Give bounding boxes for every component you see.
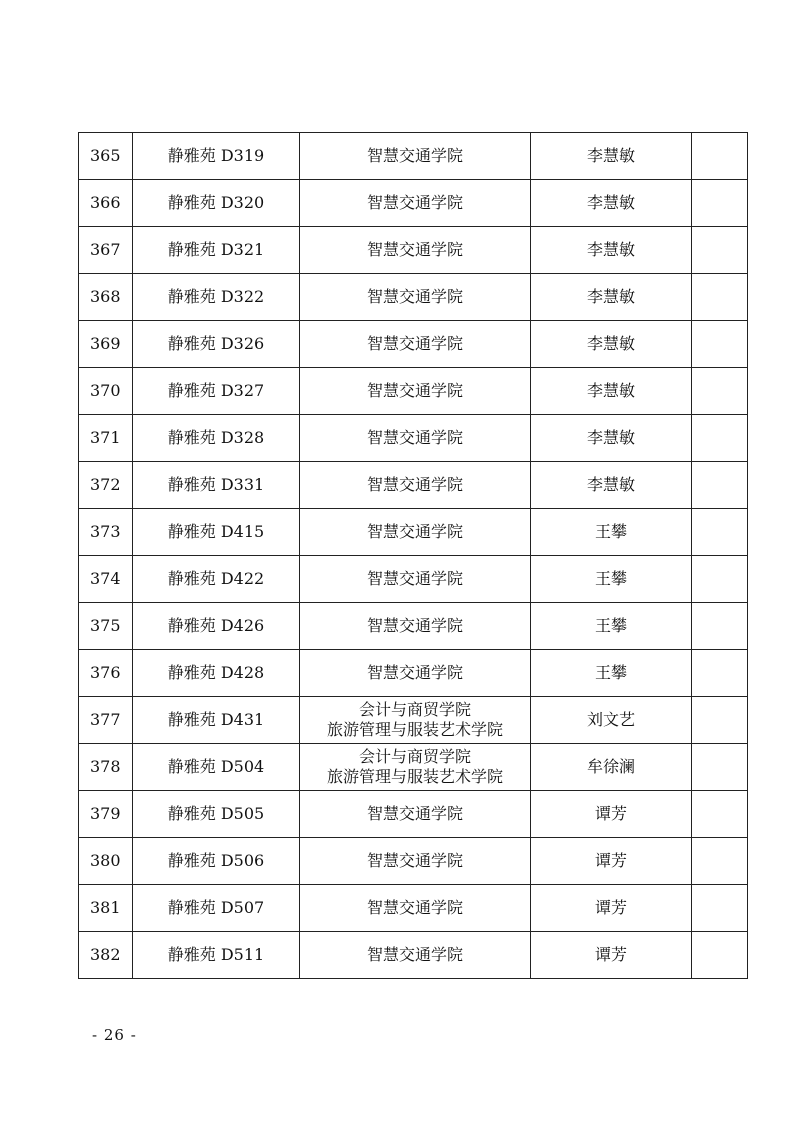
college-name: 智慧交通学院 <box>366 804 463 823</box>
note-cell <box>692 133 748 180</box>
row-number-cell: 377 <box>79 697 133 744</box>
college-name: 智慧交通学院 <box>366 475 463 494</box>
college-cell <box>300 650 531 697</box>
person-cell: 李慧敏 <box>531 180 692 227</box>
note-cell <box>692 603 748 650</box>
college-cell <box>300 932 531 979</box>
college-cell <box>300 556 531 603</box>
row-number-cell: 374 <box>79 556 133 603</box>
room-cell: 静雅苑 D326 <box>133 321 300 368</box>
table-row <box>79 650 748 697</box>
table-row <box>79 932 748 979</box>
table-row <box>79 885 748 932</box>
person-cell: 王攀 <box>531 509 692 556</box>
college-name: 旅游管理与服装艺术学院 <box>326 767 503 786</box>
note-cell <box>692 744 748 791</box>
room-cell: 静雅苑 D327 <box>133 368 300 415</box>
college-cell <box>300 415 531 462</box>
college-name: 智慧交通学院 <box>366 522 463 541</box>
college-name: 智慧交通学院 <box>366 663 463 682</box>
college-name: 智慧交通学院 <box>366 240 463 259</box>
college-cell <box>300 462 531 509</box>
page-number: - 26 - <box>92 1026 137 1044</box>
row-number-cell: 366 <box>79 180 133 227</box>
college-name: 智慧交通学院 <box>366 898 463 917</box>
table-row <box>79 509 748 556</box>
dormitory-table <box>78 132 748 979</box>
row-number-cell: 381 <box>79 885 133 932</box>
room-cell: 静雅苑 D511 <box>133 932 300 979</box>
row-number-cell: 371 <box>79 415 133 462</box>
person-cell: 李慧敏 <box>531 368 692 415</box>
table-body <box>79 133 748 979</box>
college-cell <box>300 274 531 321</box>
room-cell: 静雅苑 D319 <box>133 133 300 180</box>
college-name: 智慧交通学院 <box>366 428 463 447</box>
note-cell <box>692 650 748 697</box>
row-number-cell: 367 <box>79 227 133 274</box>
college-name: 智慧交通学院 <box>366 569 463 588</box>
room-cell: 静雅苑 D320 <box>133 180 300 227</box>
note-cell <box>692 838 748 885</box>
college-cell <box>300 791 531 838</box>
person-cell: 王攀 <box>531 650 692 697</box>
college-name: 旅游管理与服装艺术学院 <box>326 720 503 739</box>
room-cell: 静雅苑 D504 <box>133 744 300 791</box>
room-cell: 静雅苑 D431 <box>133 697 300 744</box>
row-number-cell: 375 <box>79 603 133 650</box>
note-cell <box>692 697 748 744</box>
room-cell: 静雅苑 D505 <box>133 791 300 838</box>
table-row <box>79 697 748 744</box>
person-cell: 谭芳 <box>531 838 692 885</box>
room-cell: 静雅苑 D506 <box>133 838 300 885</box>
college-cell <box>300 697 531 744</box>
row-number-cell: 376 <box>79 650 133 697</box>
person-cell: 谭芳 <box>531 885 692 932</box>
college-name: 智慧交通学院 <box>366 193 463 212</box>
row-number-cell: 370 <box>79 368 133 415</box>
note-cell <box>692 556 748 603</box>
person-cell: 李慧敏 <box>531 227 692 274</box>
college-cell <box>300 744 531 791</box>
table-row <box>79 133 748 180</box>
person-cell: 李慧敏 <box>531 415 692 462</box>
row-number-cell: 372 <box>79 462 133 509</box>
college-name: 智慧交通学院 <box>366 146 463 165</box>
room-cell: 静雅苑 D415 <box>133 509 300 556</box>
table-row <box>79 603 748 650</box>
table-row <box>79 462 748 509</box>
row-number-cell: 380 <box>79 838 133 885</box>
college-name: 智慧交通学院 <box>366 945 463 964</box>
row-number-cell: 379 <box>79 791 133 838</box>
table-row <box>79 227 748 274</box>
note-cell <box>692 885 748 932</box>
table-row <box>79 744 748 791</box>
note-cell <box>692 509 748 556</box>
note-cell <box>692 932 748 979</box>
table-row <box>79 556 748 603</box>
table-row <box>79 180 748 227</box>
note-cell <box>692 415 748 462</box>
room-cell: 静雅苑 D428 <box>133 650 300 697</box>
table-row <box>79 321 748 368</box>
room-cell: 静雅苑 D331 <box>133 462 300 509</box>
college-cell <box>300 509 531 556</box>
note-cell <box>692 227 748 274</box>
college-name: 智慧交通学院 <box>366 381 463 400</box>
row-number-cell: 369 <box>79 321 133 368</box>
room-cell: 静雅苑 D422 <box>133 556 300 603</box>
college-cell <box>300 321 531 368</box>
table-row <box>79 368 748 415</box>
college-cell <box>300 603 531 650</box>
table-row <box>79 838 748 885</box>
college-cell <box>300 885 531 932</box>
person-cell: 谭芳 <box>531 791 692 838</box>
room-cell: 静雅苑 D328 <box>133 415 300 462</box>
college-cell <box>300 133 531 180</box>
college-name: 智慧交通学院 <box>366 851 463 870</box>
college-name: 智慧交通学院 <box>366 334 463 353</box>
person-cell: 李慧敏 <box>531 462 692 509</box>
row-number-cell: 378 <box>79 744 133 791</box>
room-cell: 静雅苑 D322 <box>133 274 300 321</box>
table-row <box>79 415 748 462</box>
note-cell <box>692 274 748 321</box>
college-name: 智慧交通学院 <box>366 616 463 635</box>
note-cell <box>692 368 748 415</box>
room-cell: 静雅苑 D321 <box>133 227 300 274</box>
row-number-cell: 382 <box>79 932 133 979</box>
college-cell <box>300 838 531 885</box>
college-cell <box>300 227 531 274</box>
person-cell: 刘文艺 <box>531 697 692 744</box>
note-cell <box>692 791 748 838</box>
person-cell: 王攀 <box>531 603 692 650</box>
row-number-cell: 365 <box>79 133 133 180</box>
person-cell: 王攀 <box>531 556 692 603</box>
person-cell: 李慧敏 <box>531 274 692 321</box>
row-number-cell: 373 <box>79 509 133 556</box>
person-cell: 谭芳 <box>531 932 692 979</box>
note-cell <box>692 180 748 227</box>
row-number-cell: 368 <box>79 274 133 321</box>
college-cell <box>300 180 531 227</box>
person-cell: 李慧敏 <box>531 133 692 180</box>
person-cell: 牟徐澜 <box>531 744 692 791</box>
college-name: 会计与商贸学院 <box>358 700 471 719</box>
college-name: 会计与商贸学院 <box>358 747 471 766</box>
college-name: 智慧交通学院 <box>366 287 463 306</box>
person-cell: 李慧敏 <box>531 321 692 368</box>
table-row <box>79 791 748 838</box>
note-cell <box>692 321 748 368</box>
room-cell: 静雅苑 D507 <box>133 885 300 932</box>
table-row <box>79 274 748 321</box>
college-cell <box>300 368 531 415</box>
room-cell: 静雅苑 D426 <box>133 603 300 650</box>
note-cell <box>692 462 748 509</box>
